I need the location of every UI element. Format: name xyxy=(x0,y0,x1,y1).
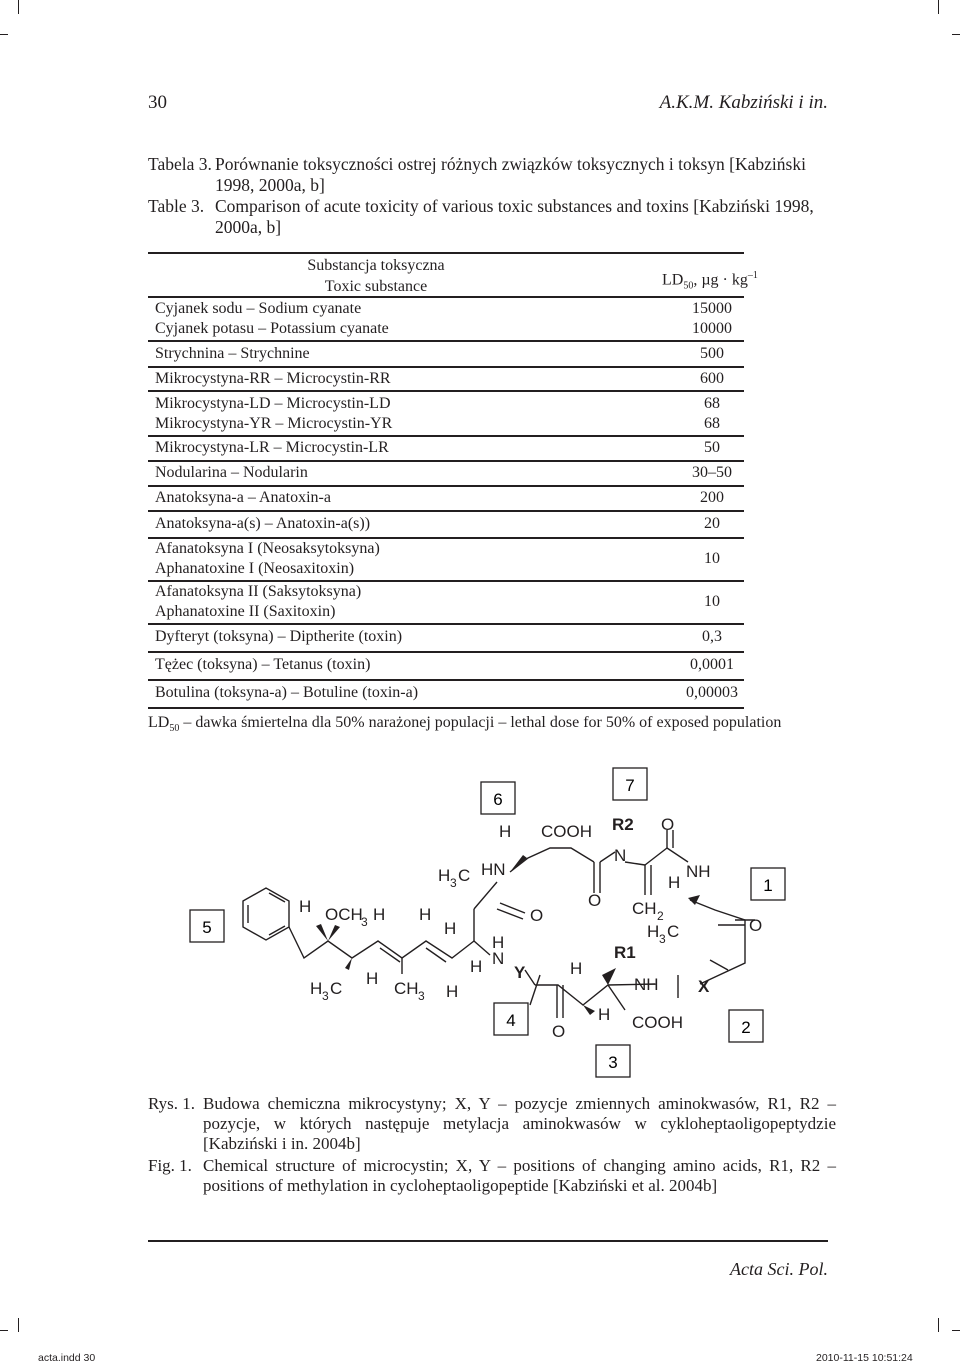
table-row-name: Mikrocystyna-YR – Microcystin-YR xyxy=(155,415,393,432)
svg-text:3: 3 xyxy=(659,932,666,946)
table-rule xyxy=(148,623,744,625)
svg-text:N: N xyxy=(614,846,627,865)
crop-mark xyxy=(0,1330,8,1331)
svg-text:H: H xyxy=(446,982,459,1001)
table-header-col2: $LD_{50}$, $\mu g \cdot kg^{-1}$ xyxy=(662,270,758,292)
table-rule xyxy=(148,340,744,342)
svg-text:H: H xyxy=(647,922,660,941)
table-rule xyxy=(148,366,744,368)
svg-text:C: C xyxy=(330,979,343,998)
table-row-value: 10000 xyxy=(692,320,732,337)
table-row-value: 600 xyxy=(700,370,724,387)
svg-text:HN: HN xyxy=(481,860,506,879)
figure-caption-pl-label: Rys. 1. xyxy=(148,1094,196,1113)
svg-text:O: O xyxy=(588,891,602,910)
svg-text:H: H xyxy=(444,919,457,938)
svg-text:CH: CH xyxy=(632,899,657,918)
table-row-value: 10 xyxy=(704,593,720,610)
crop-mark xyxy=(952,1330,960,1331)
box-2-label: 2 xyxy=(741,1018,751,1037)
table-caption-pl xyxy=(148,154,820,196)
table-rule xyxy=(148,390,744,392)
box-6-label: 6 xyxy=(493,790,503,809)
svg-text:X: X xyxy=(698,977,710,996)
table-row-value: 500 xyxy=(700,345,724,362)
table-row-value: 68 xyxy=(704,415,720,432)
figure-caption-en xyxy=(148,1156,836,1198)
table-row-value: 200 xyxy=(700,489,724,506)
svg-text:COOH: COOH xyxy=(541,822,592,841)
table-header-rule xyxy=(148,296,744,298)
crop-mark xyxy=(952,34,960,35)
svg-text:NH: NH xyxy=(634,975,659,994)
svg-text:3: 3 xyxy=(361,915,368,929)
svg-text:H: H xyxy=(598,1005,611,1024)
svg-text:R2: R2 xyxy=(612,815,634,834)
table-row-name: Afanatoksyna II (Saksytoksyna) xyxy=(155,583,362,600)
svg-text:N: N xyxy=(492,949,505,968)
box-5-label: 5 xyxy=(202,918,212,937)
table-rule xyxy=(148,460,744,462)
svg-text:H: H xyxy=(492,933,505,952)
svg-text:C: C xyxy=(458,866,471,885)
table-caption-en xyxy=(148,196,820,238)
table-top-rule xyxy=(148,252,744,254)
table-row-name: Cyjanek potasu – Potassium cyanate xyxy=(155,320,389,337)
table-row-value: 0,3 xyxy=(702,628,722,645)
table-bottom-rule xyxy=(148,707,744,709)
box-4-label: 4 xyxy=(506,1011,516,1030)
svg-text:R1: R1 xyxy=(614,943,636,962)
svg-text:C: C xyxy=(667,922,680,941)
table-rule xyxy=(148,510,744,512)
crop-mark xyxy=(938,1318,939,1332)
svg-text:CH: CH xyxy=(394,979,419,998)
table-row-value: 0,0001 xyxy=(690,656,734,673)
table-row-name: Aphanatoxine I (Neosaxitoxin) xyxy=(155,560,355,577)
table-row-name: Afanatoksyna I (Neosaksytoksyna) xyxy=(155,540,380,557)
crop-mark xyxy=(18,0,19,14)
table-row-value: 10 xyxy=(704,550,720,567)
table-row-name: Mikrocystyna-RR – Microcystin-RR xyxy=(155,370,391,387)
svg-text:H: H xyxy=(570,959,583,978)
table-row-value: 68 xyxy=(704,395,720,412)
table-row-name: Aphanatoxine II (Saxitoxin) xyxy=(155,603,336,620)
crop-mark xyxy=(938,0,939,14)
svg-text:H: H xyxy=(668,873,681,892)
svg-text:3: 3 xyxy=(450,876,457,890)
table-caption-en-text: Comparison of acute toxicity of various toxic substances and toxins [Kabziński 1998, 2000a, b] xyxy=(215,196,814,237)
table-rule xyxy=(148,651,744,653)
svg-text:H: H xyxy=(299,897,312,916)
table-row-value: 30–50 xyxy=(692,464,732,481)
svg-text:H: H xyxy=(373,905,386,924)
svg-text:O: O xyxy=(530,906,544,925)
microcystin-structure xyxy=(180,760,800,1080)
table-row-value: 0,00003 xyxy=(686,684,738,701)
table-row-name: Cyjanek sodu – Sodium cyanate xyxy=(155,300,362,317)
table-footnote: $LD_{50}$ – dawka śmiertelna dla 50% narażonej populacji – lethal dose for 50% of exposed population xyxy=(148,714,782,735)
footer-rule xyxy=(148,1240,828,1242)
box-7-label: 7 xyxy=(625,776,635,795)
svg-text:H: H xyxy=(419,905,432,924)
box-3-label: 3 xyxy=(608,1053,618,1072)
table-row-name: Nodularina – Nodularin xyxy=(155,464,308,481)
journal-name: Acta Sci. Pol. xyxy=(730,1259,828,1279)
running-head-authors: A.K.M. Kabziński i in. xyxy=(659,92,828,113)
figure-caption-en-label: Fig. 1. xyxy=(148,1156,192,1175)
figure-caption-pl xyxy=(148,1094,836,1156)
page-number: 30 xyxy=(148,92,167,113)
table-rule xyxy=(148,485,744,487)
svg-text:O: O xyxy=(749,916,763,935)
table-row-value: 20 xyxy=(704,515,720,532)
svg-text:COOH: COOH xyxy=(632,1013,683,1032)
figure-caption-en-text: Chemical structure of microcystin; X, Y – positions of changing amino acids, R1, R2 – positions of methylation in cycloheptaoligopeptide [Kabziński et al. 2004b] xyxy=(203,1156,836,1195)
slug-filename: acta.indd 30 xyxy=(38,1352,96,1364)
svg-text:H: H xyxy=(310,979,323,998)
table-row-name: Mikrocystyna-LR – Microcystin-LR xyxy=(155,439,389,456)
svg-text:H: H xyxy=(499,822,512,841)
figure-caption-pl-text: Budowa chemiczna mikrocystyny; X, Y – pozycje zmiennych aminokwasów, R1, R2 – pozycje, w których następuje metylacja aminokwasów w cykloheptaoligopeptydzie [Kabziński i in. 2004b] xyxy=(203,1094,836,1153)
table-caption-en-label: Table 3. xyxy=(148,196,205,216)
table-row-name: Botulina (toksyna-a) – Botuline (toxin-a) xyxy=(155,684,419,701)
svg-text:H: H xyxy=(366,969,379,988)
table-header-col1-pl: Substancja toksyczna xyxy=(307,257,445,274)
svg-text:NH: NH xyxy=(686,862,711,881)
svg-text:3: 3 xyxy=(322,989,329,1003)
table-caption-pl-text: Porównanie toksyczności ostrej różnych związków toksycznych i toksyn [Kabziński 1998, 2000a, b] xyxy=(215,154,806,195)
table-row-name: Anatoksyna-a(s) – Anatoxin-a(s)) xyxy=(155,515,371,532)
table-row-name: Tężec (toksyna) – Tetanus (toxin) xyxy=(155,656,371,673)
crop-mark xyxy=(18,1318,19,1332)
unit-number-boxes xyxy=(190,768,785,1077)
crop-mark xyxy=(0,34,8,35)
box-1-label: 1 xyxy=(763,876,773,895)
table-caption-pl-label: Tabela 3. xyxy=(148,154,212,174)
svg-text:O: O xyxy=(661,815,675,834)
svg-text:Y: Y xyxy=(514,963,526,982)
table-row-name: Mikrocystyna-LD – Microcystin-LD xyxy=(155,395,391,412)
table-rule xyxy=(148,679,744,681)
table-row-value: 15000 xyxy=(692,300,732,317)
table-rule xyxy=(148,435,744,437)
table-header-col1-en: Toxic substance xyxy=(324,278,428,295)
slug-timestamp: 2010-11-15 10:51:24 xyxy=(816,1352,913,1364)
svg-text:2: 2 xyxy=(657,909,664,923)
svg-text:3: 3 xyxy=(418,989,425,1003)
table-row-name: Strychnina – Strychnine xyxy=(155,345,310,362)
table-row-name: Anatoksyna-a – Anatoxin-a xyxy=(155,489,331,506)
svg-text:H: H xyxy=(438,866,451,885)
svg-text:H: H xyxy=(470,957,483,976)
svg-text:OCH: OCH xyxy=(325,905,363,924)
table-row-name: Dyfteryt (toksyna) – Diptherite (toxin) xyxy=(155,628,403,645)
table-row-value: 50 xyxy=(704,439,720,456)
svg-text:O: O xyxy=(552,1022,566,1041)
atom-labels xyxy=(299,815,762,1041)
